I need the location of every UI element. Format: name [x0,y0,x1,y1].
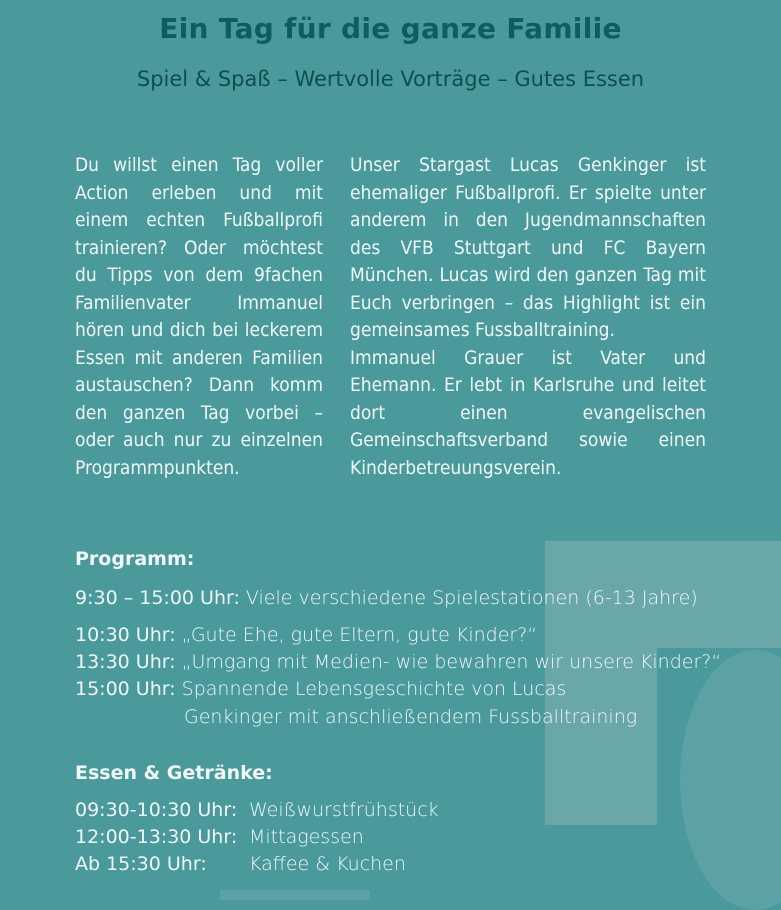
program-heading: Programm: [75,548,195,570]
intro-right-text-1: Unser Stargast Lucas Genkinger ist ehemaliger Fußballprofi. Er spielte unter anderem in den Jugendmannschaften des VFB Stuttgart und FC Bayern München. Lucas wird den ganzen Tag mit Euch verbringen – das Highlight ist ein gemeinsames Fussballtraining. [350,154,706,341]
program-item-desc: Spannende Lebensgeschichte von Lucas [181,678,567,700]
food-item-desc: Kaffee & Kuchen [249,853,406,875]
food-item [75,799,439,821]
program-item [75,678,566,700]
food-item-desc: Mittagessen [249,826,364,848]
food-item-desc: Weißwurstfrühstück [249,799,439,821]
background-shape-bottom [220,890,370,900]
program-item-time: 13:30 Uhr: [75,651,176,673]
food-item-time: 09:30-10:30 Uhr: [75,799,238,821]
program-item-desc: Viele verschiedene Spielestationen (6-13 Jahre) [245,587,698,609]
food-item [75,853,406,875]
food-item [75,826,364,848]
program-item-time: 15:00 Uhr: [75,678,176,700]
program-item [75,651,721,673]
program-item-time: 9:30 – 15:00 Uhr: [75,587,240,609]
intro-left-text: Du willst einen Tag voller Action erleben und mit einem echten Fußballprofi trainieren? Oder möchtest du Tipps von dem 9fachen Familienvater Immanuel hören und dich bei leckerem Essen mit anderen Familien austauschen? Dann komm den ganzen Tag vorbei – oder auch nur zu einzelnen Programmpunkten. [75,154,323,479]
program-item-desc: „Gute Ehe, gute Eltern, gute Kinder?“ [181,624,538,646]
program-item-desc-continued: Genkinger mit anschließendem Fussballtraining [184,706,638,728]
program-item-time: 10:30 Uhr: [75,624,176,646]
food-heading: Essen & Getränke: [75,762,273,784]
page-title: Ein Tag für die ganze Familie [159,12,622,45]
intro-left-column [75,152,323,482]
program-item-desc: „Umgang mit Medien- wie bewahren wir unsere Kinder?“ [181,651,722,673]
program-item [75,624,537,646]
intro-right-text-2: Immanuel Grauer ist Vater und Ehemann. Er lebt in Karlsruhe und leitet dort einen evangelischen Gemeinschaftsverband sowie einen Kinderbetreuungsverein. [350,346,706,479]
page-subtitle: Spiel & Spaß – Wertvolle Vorträge – Gutes Essen [136,67,645,91]
food-item-time: Ab 15:30 Uhr: [75,853,207,875]
program-item [75,587,698,609]
background-shape-curve [680,650,781,910]
food-item-time: 12:00-13:30 Uhr: [75,826,238,848]
intro-right-column [350,152,706,482]
